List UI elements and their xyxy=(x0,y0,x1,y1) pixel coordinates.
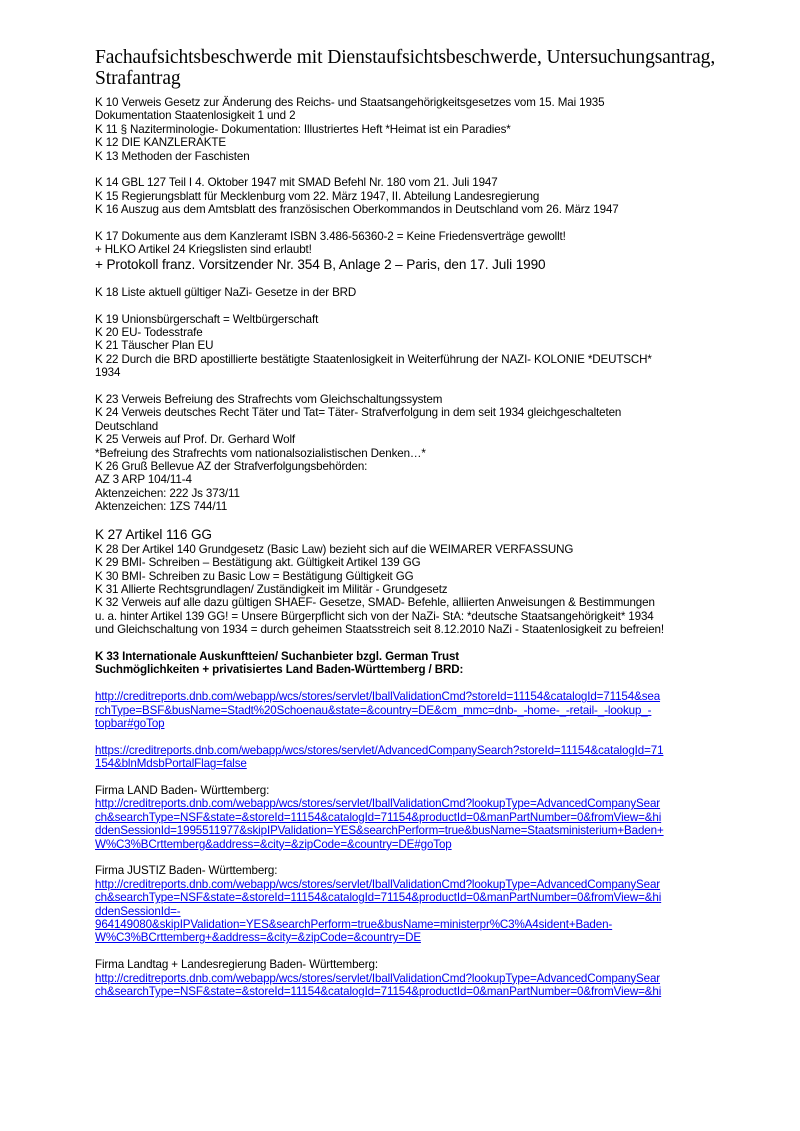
text-line: K 13 Methoden der Faschisten xyxy=(95,149,250,163)
link-line[interactable]: rchType=BSF&busName=Stadt%20Schoenau&state=&country=DE&cm_mmc=dnb-_-home-_-retail-_-lookup_- xyxy=(95,703,652,717)
text-line: Aktenzeichen: 222 Js 373/11 xyxy=(95,486,240,500)
spacer xyxy=(95,677,720,690)
spacer xyxy=(95,514,720,527)
document-body xyxy=(95,96,720,998)
bold-text-line: Suchmöglichkeiten + privatisiertes Land Baden-Württemberg / BRD: xyxy=(95,663,464,677)
text-line: 1934 xyxy=(95,366,121,380)
text-line: K 25 Verweis auf Prof. Dr. Gerhard Wolf xyxy=(95,433,296,447)
spacer xyxy=(95,163,720,176)
text-line: K 15 Regierungsblatt für Mecklenburg vom 22. März 1947, II. Abteilung Landesregierung xyxy=(95,189,540,203)
text-line: K 32 Verweis auf alle dazu gültigen SHAEF- Gesetze, SMAD- Befehle, alliierten Anweisungen & Bestimmungen xyxy=(95,596,655,610)
text-line: K 20 EU- Todesstrafe xyxy=(95,326,203,340)
spacer xyxy=(95,272,720,285)
firma-land-label: Firma LAND Baden- Württemberg: xyxy=(95,783,270,797)
text-line: Deutschland xyxy=(95,419,159,433)
text-line: AZ 3 ARP 104/11-4 xyxy=(95,473,192,487)
text-line: und Gleichschaltung von 1934 = durch geheimen Staatsstreich seit 8.12.2010 NaZi - Staatenlosigkeit zu befreien! xyxy=(95,623,664,637)
link-line[interactable]: ddenSessionId=1995511977&skipIPValidation=YES&searchPerform=true&busName=Staatsministerium+Baden+ xyxy=(95,824,664,838)
dnb-link-advanced-search[interactable] xyxy=(95,744,720,771)
link-line[interactable]: ch&searchType=NSF&state=&storeId=11154&catalogId=71154&productId=0&manPartNumber=0&fromView=&hi xyxy=(95,891,662,905)
text-line: K 21 Täuscher Plan EU xyxy=(95,339,214,353)
section-k28-k32 xyxy=(95,543,720,637)
dnb-link-firma-land[interactable] xyxy=(95,797,720,851)
firma-landtag-label: Firma Landtag + Landesregierung Baden- Württemberg: xyxy=(95,958,378,972)
text-line: K 17 Dokumente aus dem Kanzleramt ISBN 3.486-56360-2 = Keine Friedensverträge gewollt! xyxy=(95,230,566,244)
text-line: K 12 DIE KANZLERAKTE xyxy=(95,136,226,150)
section-k19-k22 xyxy=(95,313,720,380)
text-line: K 30 BMI- Schreiben zu Basic Low = Bestätigung Gültigkeit GG xyxy=(95,569,414,583)
link-line[interactable]: W%C3%BCrttemberg&address=&city=&zipCode=&country=DE#goTop xyxy=(95,837,452,851)
text-line: + HLKO Artikel 24 Kriegslisten sind erlaubt! xyxy=(95,243,312,257)
section-k14-k16 xyxy=(95,176,720,216)
text-line: K 28 Der Artikel 140 Grundgesetz (Basic Law) bezieht sich auf die WEIMARER VERFASSUNG xyxy=(95,542,574,556)
text-line: *Befreiung des Strafrechts vom nationalsozialistischen Denken…* xyxy=(95,446,426,460)
section-k23-k26 xyxy=(95,393,720,514)
text-line: K 22 Durch die BRD apostillierte bestätigte Staatenlosigkeit in Weiterführung der NAZI- KOLONIE *DEUTSCH* xyxy=(95,352,652,366)
spacer xyxy=(95,380,720,393)
link-line[interactable]: ddenSessionId=- xyxy=(95,904,181,918)
firma-justiz-label: Firma JUSTIZ Baden- Württemberg: xyxy=(95,864,278,878)
text-line: K 29 BMI- Schreiben – Bestätigung akt. Gültigkeit Artikel 139 GG xyxy=(95,556,421,570)
spacer xyxy=(95,217,720,230)
text-line: K 14 GBL 127 Teil I 4. Oktober 1947 mit SMAD Befehl Nr. 180 vom 21. Juli 1947 xyxy=(95,176,498,190)
link-line[interactable]: ch&searchType=NSF&state=&storeId=11154&catalogId=71154&productId=0&manPartNumber=0&fromView=&hi xyxy=(95,810,662,824)
link-line[interactable]: 154&blnMdsbPortalFlag=false xyxy=(95,757,247,771)
spacer xyxy=(95,730,720,743)
link-line[interactable]: https://creditreports.dnb.com/webapp/wcs/stores/servlet/AdvancedCompanySearch?storeId=11154&catalogId=71 xyxy=(95,743,664,757)
bold-text-line: K 33 Internationale Auskunftteien/ Suchanbieter bzgl. German Trust xyxy=(95,649,460,663)
text-line-large: + Protokoll franz. Vorsitzender Nr. 354 B, Anlage 2 – Paris, den 17. Juli 1990 xyxy=(95,256,546,272)
text-line: K 16 Auszug aus dem Amtsblatt des französischen Oberkommandos in Deutschland vom 26. März 1947 xyxy=(95,203,619,217)
link-line[interactable]: http://creditreports.dnb.com/webapp/wcs/stores/servlet/IballValidationCmd?lookupType=AdvancedCompanySear xyxy=(95,971,661,985)
text-line: u. a. hinter Artikel 139 GG! = Unsere Bürgerpflicht sich von der NaZi- StA: *deutsche Staatsangehörigkeit* 1934 xyxy=(95,609,654,623)
text-line: K 23 Verweis Befreiung des Strafrechts vom Gleichschaltungssystem xyxy=(95,393,443,407)
link-line[interactable]: topbar#goTop xyxy=(95,716,165,730)
link-line[interactable]: http://creditreports.dnb.com/webapp/wcs/stores/servlet/IballValidationCmd?lookupType=AdvancedCompanySear xyxy=(95,797,661,811)
link-line[interactable]: http://creditreports.dnb.com/webapp/wcs/stores/servlet/IballValidationCmd?storeId=11154&catalogId=71154&sea xyxy=(95,690,661,704)
text-line: K 26 Gruß Bellevue AZ der Strafverfolgungsbehörden: xyxy=(95,460,368,474)
link-line[interactable]: http://creditreports.dnb.com/webapp/wcs/stores/servlet/IballValidationCmd?lookupType=AdvancedCompanySear xyxy=(95,877,661,891)
text-line: K 18 Liste aktuell gültiger NaZi- Gesetze in der BRD xyxy=(95,285,357,299)
dnb-link-firma-landtag[interactable] xyxy=(95,972,720,999)
k33-heading xyxy=(95,650,720,677)
link-line[interactable]: ch&searchType=NSF&state=&storeId=11154&catalogId=71154&productId=0&manPartNumber=0&fromView=&hi xyxy=(95,985,662,998)
section-k18 xyxy=(95,286,720,299)
spacer xyxy=(95,851,720,864)
text-line: K 19 Unionsbürgerschaft = Weltbürgerschaft xyxy=(95,312,319,326)
spacer xyxy=(95,637,720,650)
section-k17 xyxy=(95,230,720,272)
text-line: K 11 § Naziterminologie- Dokumentation: Illustriertes Heft *Heimat ist ein Paradies* xyxy=(95,122,511,136)
text-line: K 24 Verweis deutsches Recht Täter und Tat= Täter- Strafverfolgung in dem seit 1934 gleichgeschalteten xyxy=(95,406,622,420)
text-line: K 10 Verweis Gesetz zur Änderung des Reichs- und Staatsangehörigkeitsgesetzes vom 15. Mai 1935 xyxy=(95,96,605,109)
section-k10-k13 xyxy=(95,96,720,163)
k27-heading: K 27 Artikel 116 GG xyxy=(95,527,212,543)
dnb-link-schoenau[interactable] xyxy=(95,690,720,730)
link-line[interactable]: 964149080&skipIPValidation=YES&searchPerform=true&busName=ministerpr%C3%A4sident+Baden- xyxy=(95,917,613,931)
document-title: Fachaufsichtsbeschwerde mit Dienstaufsichtsbeschwerde, Untersuchungsantrag, Strafantrag xyxy=(95,47,716,89)
text-line: K 31 Allierte Rechtsgrundlagen/ Zuständigkeit im Militär - Grundgesetz xyxy=(95,582,448,596)
spacer xyxy=(95,945,720,958)
link-line[interactable]: W%C3%BCrttemberg+&address=&city=&zipCode=&country=DE xyxy=(95,931,421,945)
dnb-link-firma-justiz[interactable] xyxy=(95,878,720,945)
text-line: Dokumentation Staatenlosigkeit 1 und 2 xyxy=(95,109,296,123)
text-line: Aktenzeichen: 1ZS 744/11 xyxy=(95,500,228,514)
spacer xyxy=(95,771,720,784)
spacer xyxy=(95,299,720,312)
